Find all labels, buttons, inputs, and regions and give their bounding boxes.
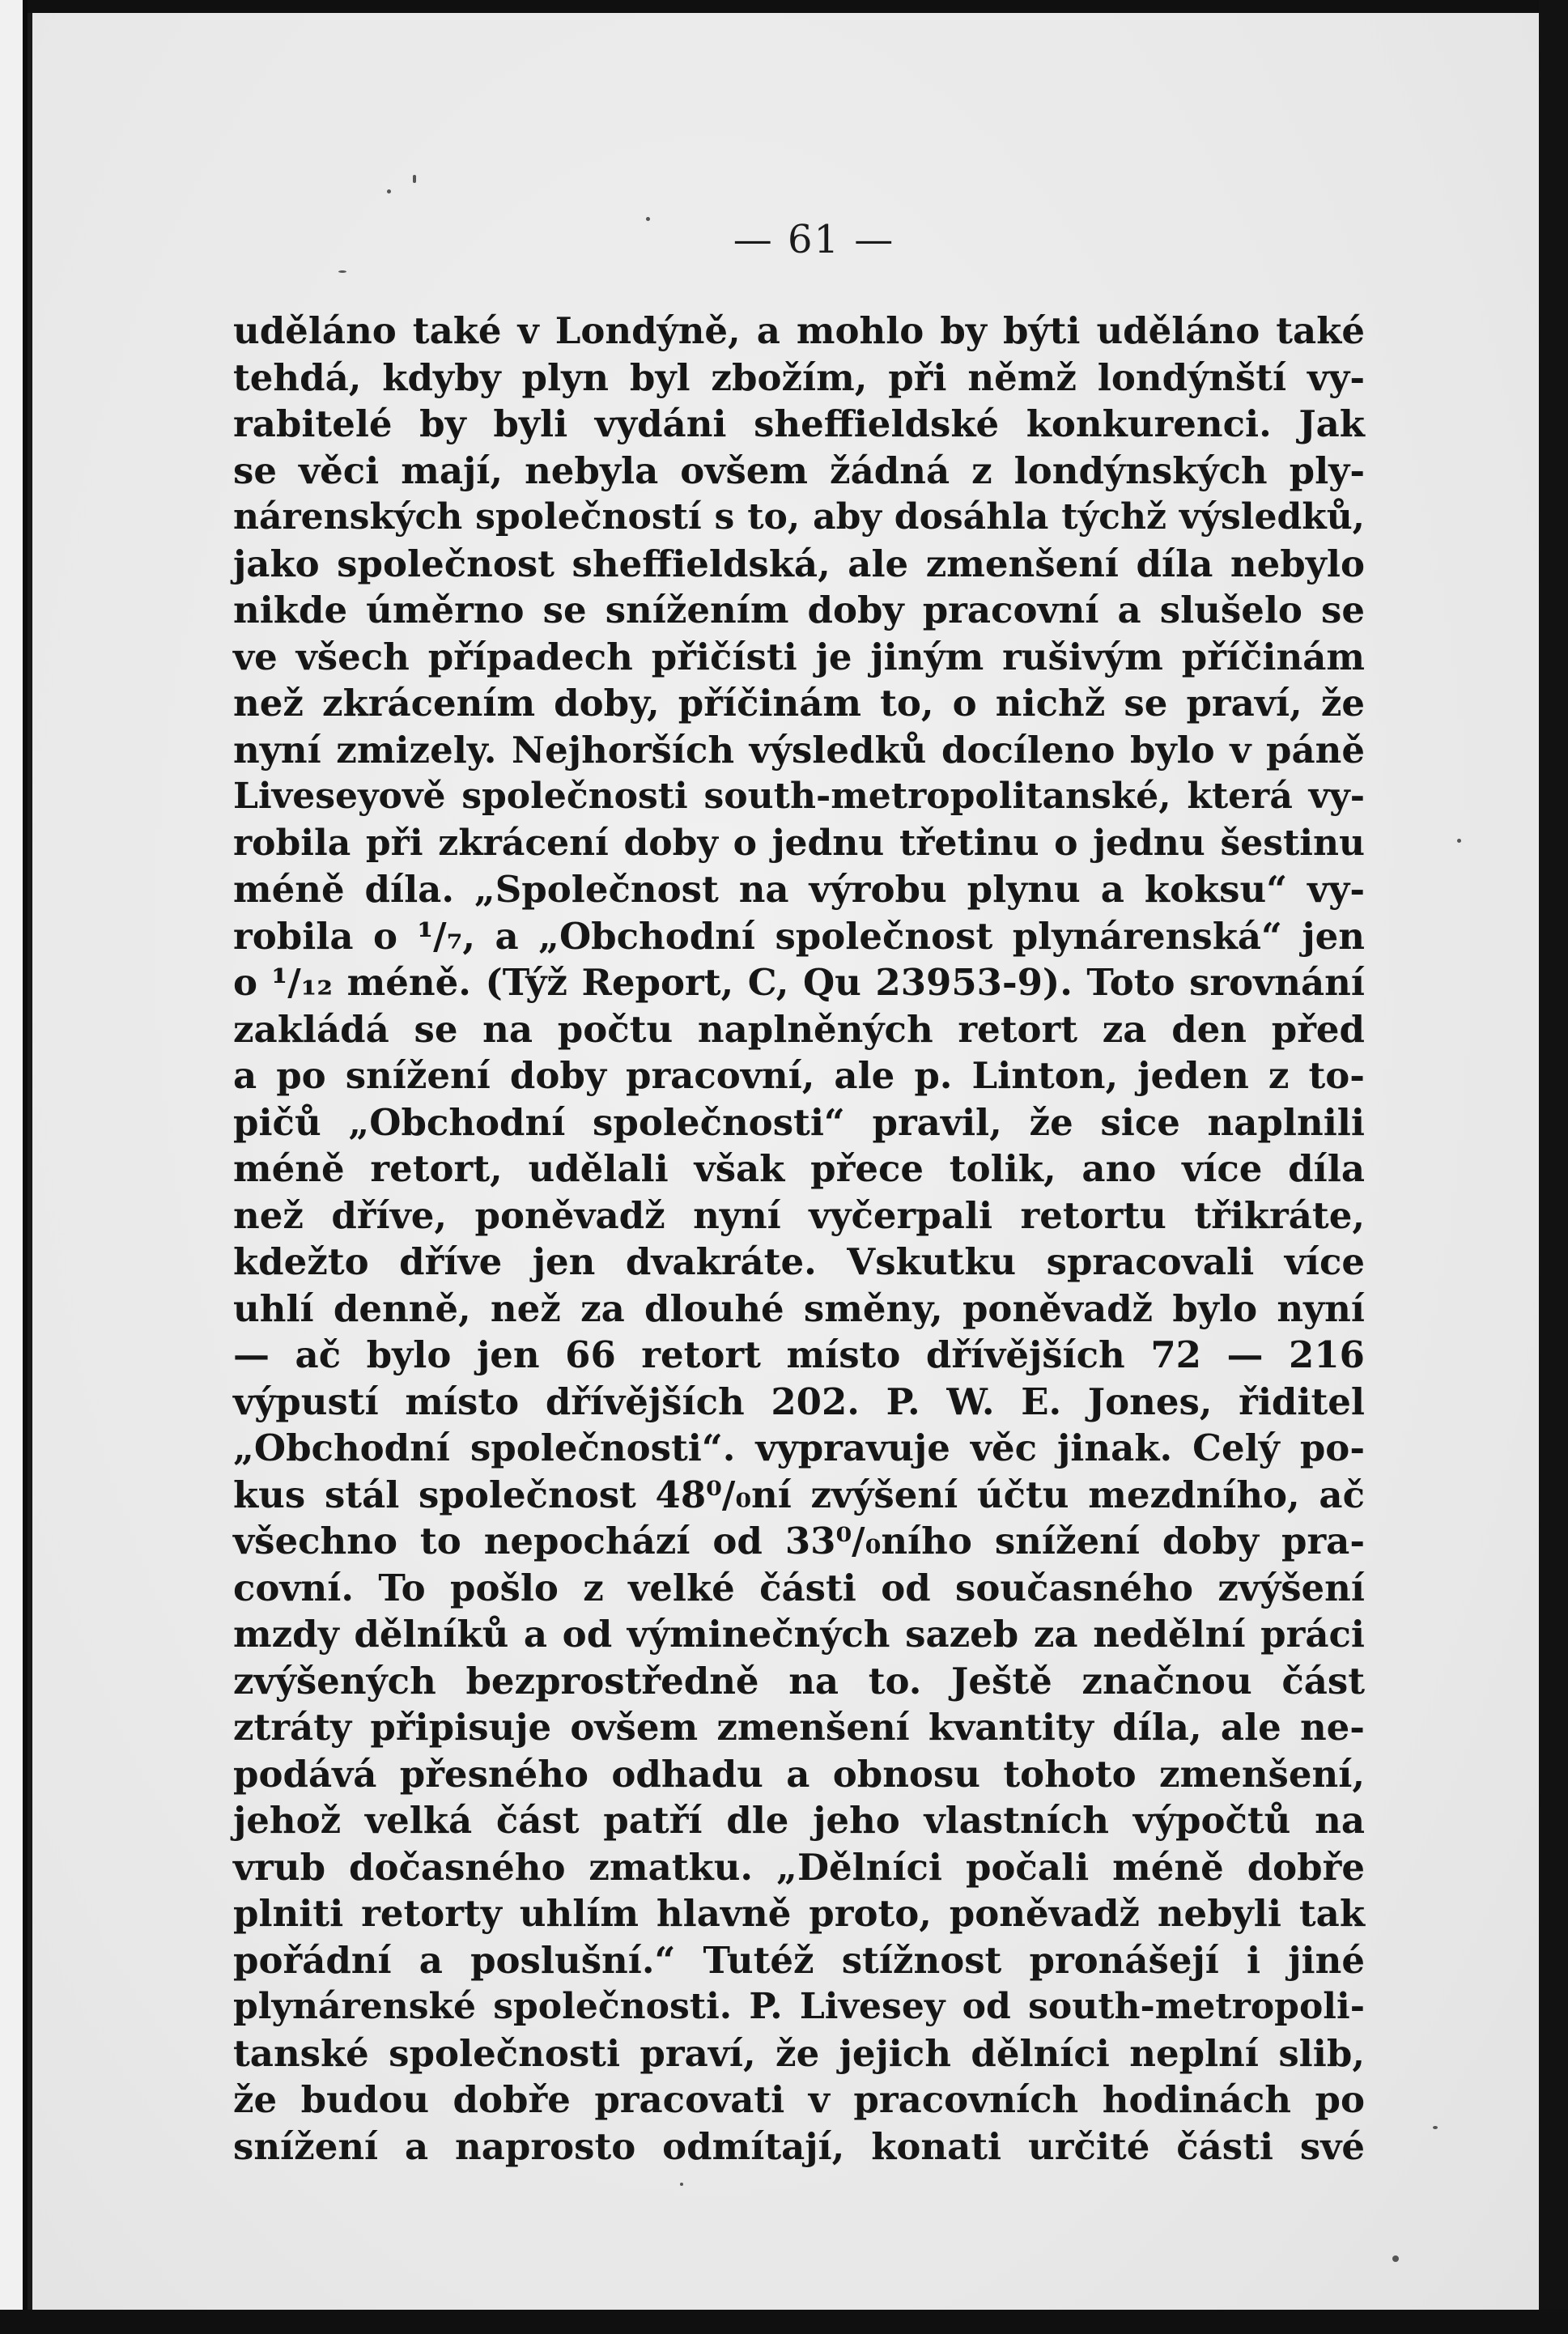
text-line: že budou dobře pracovati v pracovních hodinách po (233, 2078, 1365, 2121)
text-line: výpustí místo dřívějších 202. P. W. E. Jones, řiditel (233, 1380, 1365, 1423)
text-line: tehdá, kdyby plyn byl zbožím, při němž londýnští vy- (233, 355, 1365, 399)
scan-speck (387, 189, 391, 193)
text-line: o ¹/₁₂ méně. (Týž Report, C, Qu 23953-9). Toto srovnání (233, 961, 1365, 1004)
text-line: a po snížení doby pracovní, ale p. Linton, jeden z to- (233, 1054, 1365, 1097)
text-line: tanské společnosti praví, že jejich dělníci neplní slib, (233, 2031, 1365, 2075)
text-line: mzdy dělníků a od výminečných sazeb za nedělní práci (233, 1613, 1365, 1656)
scan-speck (338, 270, 346, 273)
book-page (32, 13, 1539, 2310)
text-line: covní. To pošlo z velké části od současného zvýšení (233, 1566, 1365, 1609)
text-line: plniti retorty uhlím hlavně proto, poněvadž nebyli tak (233, 1892, 1365, 1935)
scan-border-left (0, 0, 28, 2334)
text-line: méně retort, udělali však přece tolik, ano více díla (233, 1147, 1365, 1190)
scan-speck (1433, 2126, 1438, 2129)
text-line: nárenských společností s to, aby dosáhla týchž výsledků, (233, 496, 1365, 538)
text-line: plynárenské společnosti. P. Livesey od south-metropoli- (233, 1986, 1365, 2027)
text-line: robila o ¹/₇, a „Obchodní společnost plynárenská“ jen (233, 914, 1365, 958)
text-line: méně díla. „Společnost na výrobu plynu a koksu“ vy- (233, 868, 1365, 911)
text-line: pičů „Obchodní společnosti“ pravil, že sice naplnili (233, 1100, 1365, 1144)
text-line: zvýšených bezprostředně na to. Ještě značnou část (233, 1659, 1365, 1703)
text-line: Liveseyově společnosti south-metropolitanské, která vy- (233, 776, 1365, 817)
text-line: snížení a naprosto odmítají, konati určité části své (233, 2124, 1365, 2168)
text-line: než zkrácením doby, příčinám to, o nichž se praví, že (233, 682, 1365, 725)
text-line: pořádní a poslušní.“ Tutéž stížnost pronášejí i jiné (233, 1938, 1365, 1982)
text-line: zakládá se na počtu naplněných retort za den před (233, 1007, 1365, 1051)
scan-speck (1392, 2255, 1399, 2262)
text-line: kus stál společnost 48⁰/₀ní zvýšení účtu mezdního, ač (233, 1473, 1365, 1516)
text-line: uhlí denně, než za dlouhé směny, poněvadž bylo nyní (233, 1286, 1365, 1330)
text-line: vrub dočasného zmatku. „Dělníci počali méně dobře (233, 1845, 1365, 1889)
text-line: uděláno také v Londýně, a mohlo by býti uděláno také (233, 309, 1365, 352)
text-line: se věci mají, nebyla ovšem žádná z londýnských ply- (233, 449, 1365, 492)
text-line: nyní zmizely. Nejhorších výsledků docíleno bylo v páně (233, 728, 1365, 772)
text-line: kdežto dříve jen dvakráte. Vskutku spracovali více (233, 1240, 1365, 1283)
text-line: podává přesného odhadu a obnosu tohoto zmenšení, (233, 1752, 1365, 1796)
text-line: ztráty připisuje ovšem zmenšení kvantity díla, ale ne- (233, 1706, 1365, 1749)
page-number: — 61 — (733, 217, 895, 262)
text-line: — ač bylo jen 66 retort místo dřívějších 72 — 216 (233, 1333, 1365, 1376)
text-line: jehož velká část patří dle jeho vlastních výpočtů na (233, 1799, 1365, 1842)
text-line: robila při zkrácení doby o jednu třetinu o jednu šestinu (233, 822, 1365, 864)
body-text (233, 308, 1365, 2170)
scan-speck (413, 175, 416, 183)
scan-border-top (0, 0, 1568, 13)
text-line: než dříve, poněvadž nyní vyčerpali retortu třikráte, (233, 1193, 1365, 1237)
scan-border-right (1539, 0, 1568, 2334)
scan-speck (1457, 839, 1461, 843)
text-line: rabitelé by byli vydáni sheffieldské konkurenci. Jak (233, 402, 1365, 445)
scan-border-bottom (0, 2310, 1568, 2334)
text-line: ve všech případech přičísti je jiným rušivým příčinám (233, 635, 1365, 678)
text-line: všechno to nepochází od 33⁰/₀ního snížení doby pra- (233, 1520, 1365, 1562)
text-line: jako společnost sheffieldská, ale zmenšení díla nebylo (233, 542, 1365, 585)
text-line: nikde úměrno se snížením doby pracovní a slušelo se (233, 589, 1365, 631)
text-line: „Obchodní společnosti“. vypravuje věc jinak. Celý po- (233, 1426, 1365, 1469)
scan-speck (680, 2183, 683, 2186)
